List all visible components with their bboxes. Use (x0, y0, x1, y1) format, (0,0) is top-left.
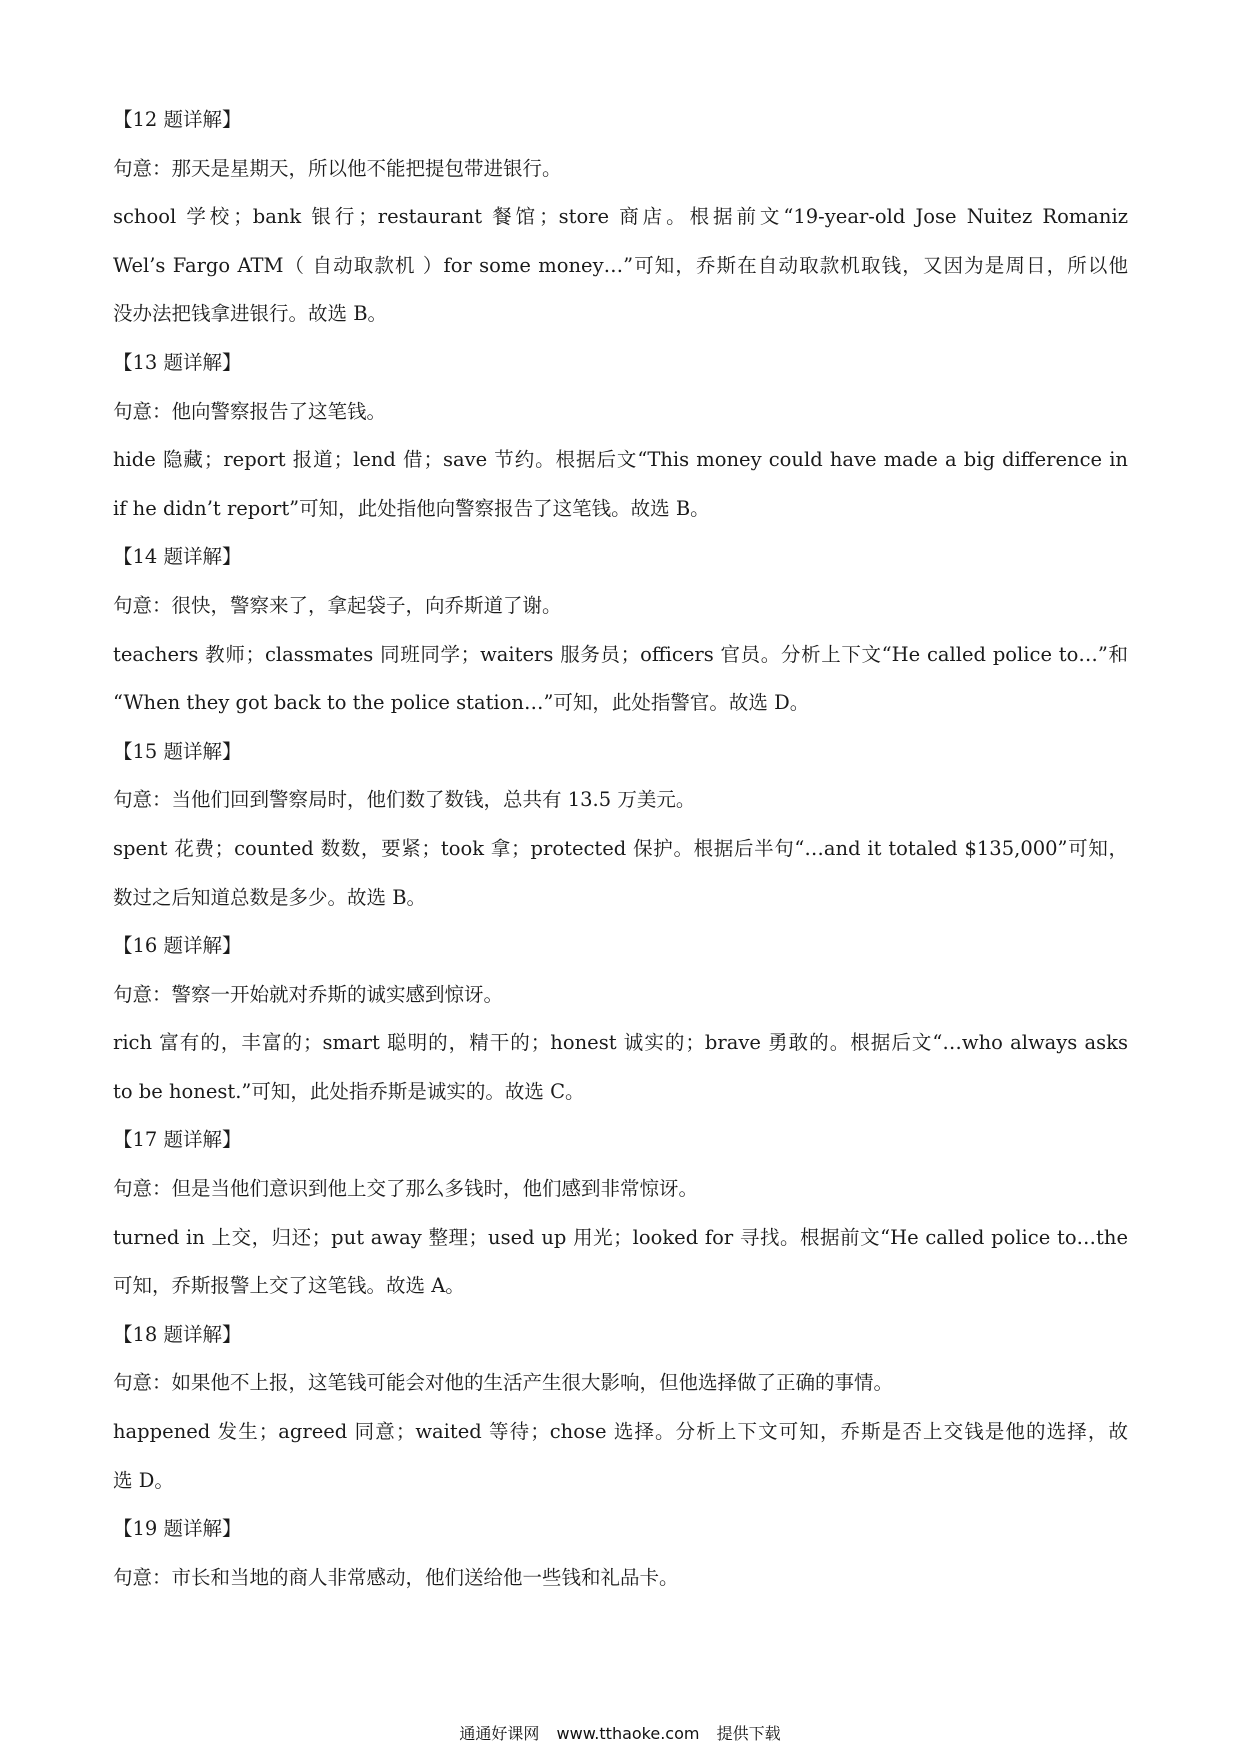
question-heading: 【19 题详解】 (113, 1517, 242, 1541)
page-footer (0, 1724, 1240, 1744)
sentence-meaning: 句意：他向警察报告了这笔钱。 (113, 399, 387, 423)
question-heading: 【17 题详解】 (113, 1128, 242, 1152)
explanation-line: teachers 教师；classmates 同班同学；waiters 服务员；officers 官员。分析上下文“He called police to…”和 (113, 642, 1128, 666)
sentence-meaning: 句意：那天是星期天，所以他不能把提包带进银行。 (113, 156, 562, 180)
explanation-line: turned in 上交，归还；put away 整理；used up 用光；looked for 寻找。根据前文“He called police to…the (113, 1225, 1128, 1249)
question-heading: 【18 题详解】 (113, 1322, 242, 1346)
explanation-line: spent 花费；counted 数数，要紧；took 拿；protected 保护。根据后半句“…and it totaled $135,000”可知， (113, 836, 1128, 860)
explanation-line: rich 富有的，丰富的；smart 聪明的，精干的；honest 诚实的；brave 勇敢的。根据后文“…who always asks (113, 1031, 1128, 1055)
explanation-line: 没办法把钱拿进银行。故选 B。 (113, 302, 388, 326)
explanation-line: 可知，乔斯报警上交了这笔钱。故选 A。 (113, 1274, 465, 1298)
explanation-line: 数过之后知道总数是多少。故选 B。 (113, 885, 427, 909)
sentence-meaning: 句意：当他们回到警察局时，他们数了数钱，总共有 13.5 万美元。 (113, 788, 696, 812)
question-heading: 【12 题详解】 (113, 108, 242, 131)
sentence-meaning: 句意：市长和当地的商人非常感动，他们送给他一些钱和礼品卡。 (113, 1565, 679, 1589)
footer-url[interactable]: www.tthaoke.com (556, 1724, 700, 1743)
explanation-line: if he didn’t report”可知，此处指他向警察报告了这笔钱。故选 B。 (113, 496, 710, 520)
explanation-line: to be honest.”可知，此处指乔斯是诚实的。故选 C。 (113, 1079, 585, 1103)
sentence-meaning: 句意：警察一开始就对乔斯的诚实感到惊讶。 (113, 982, 504, 1006)
footer-site-name: 通通好课网 (459, 1724, 540, 1743)
explanation-line: Wel’s Fargo ATM（ 自动取款机 ）for some money…”可知，乔斯在自动取款机取钱，又因为是周日，所以他 (113, 253, 1128, 277)
document-body (113, 96, 1128, 1602)
sentence-meaning: 句意：如果他不上报，这笔钱可能会对他的生活产生很大影响，但他选择做了正确的事情。 (113, 1371, 894, 1395)
question-heading: 【14 题详解】 (113, 545, 242, 569)
question-heading: 【16 题详解】 (113, 934, 242, 958)
explanation-line: happened 发生；agreed 同意；waited 等待；chose 选择。分析上下文可知，乔斯是否上交钱是他的选择，故 (113, 1420, 1128, 1444)
explanation-line: “When they got back to the police station…”可知，此处指警官。故选 D。 (113, 691, 810, 715)
sentence-meaning: 句意：但是当他们意识到他上交了那么多钱时，他们感到非常惊讶。 (113, 1177, 699, 1201)
explanation-line: school 学校；bank 银行；restaurant 餐馆；store 商店。根据前文“19-year-old Jose Nuitez Romaniz (113, 205, 1128, 229)
footer-note: 提供下载 (716, 1724, 781, 1743)
explanation-line: 选 D。 (113, 1468, 174, 1492)
sentence-meaning: 句意：很快，警察来了，拿起袋子，向乔斯道了谢。 (113, 593, 562, 617)
question-heading: 【15 题详解】 (113, 739, 242, 763)
explanation-line: hide 隐藏；report 报道；lend 借；save 节约。根据后文“This money could have made a big difference in (113, 448, 1128, 472)
question-heading: 【13 题详解】 (113, 350, 242, 374)
